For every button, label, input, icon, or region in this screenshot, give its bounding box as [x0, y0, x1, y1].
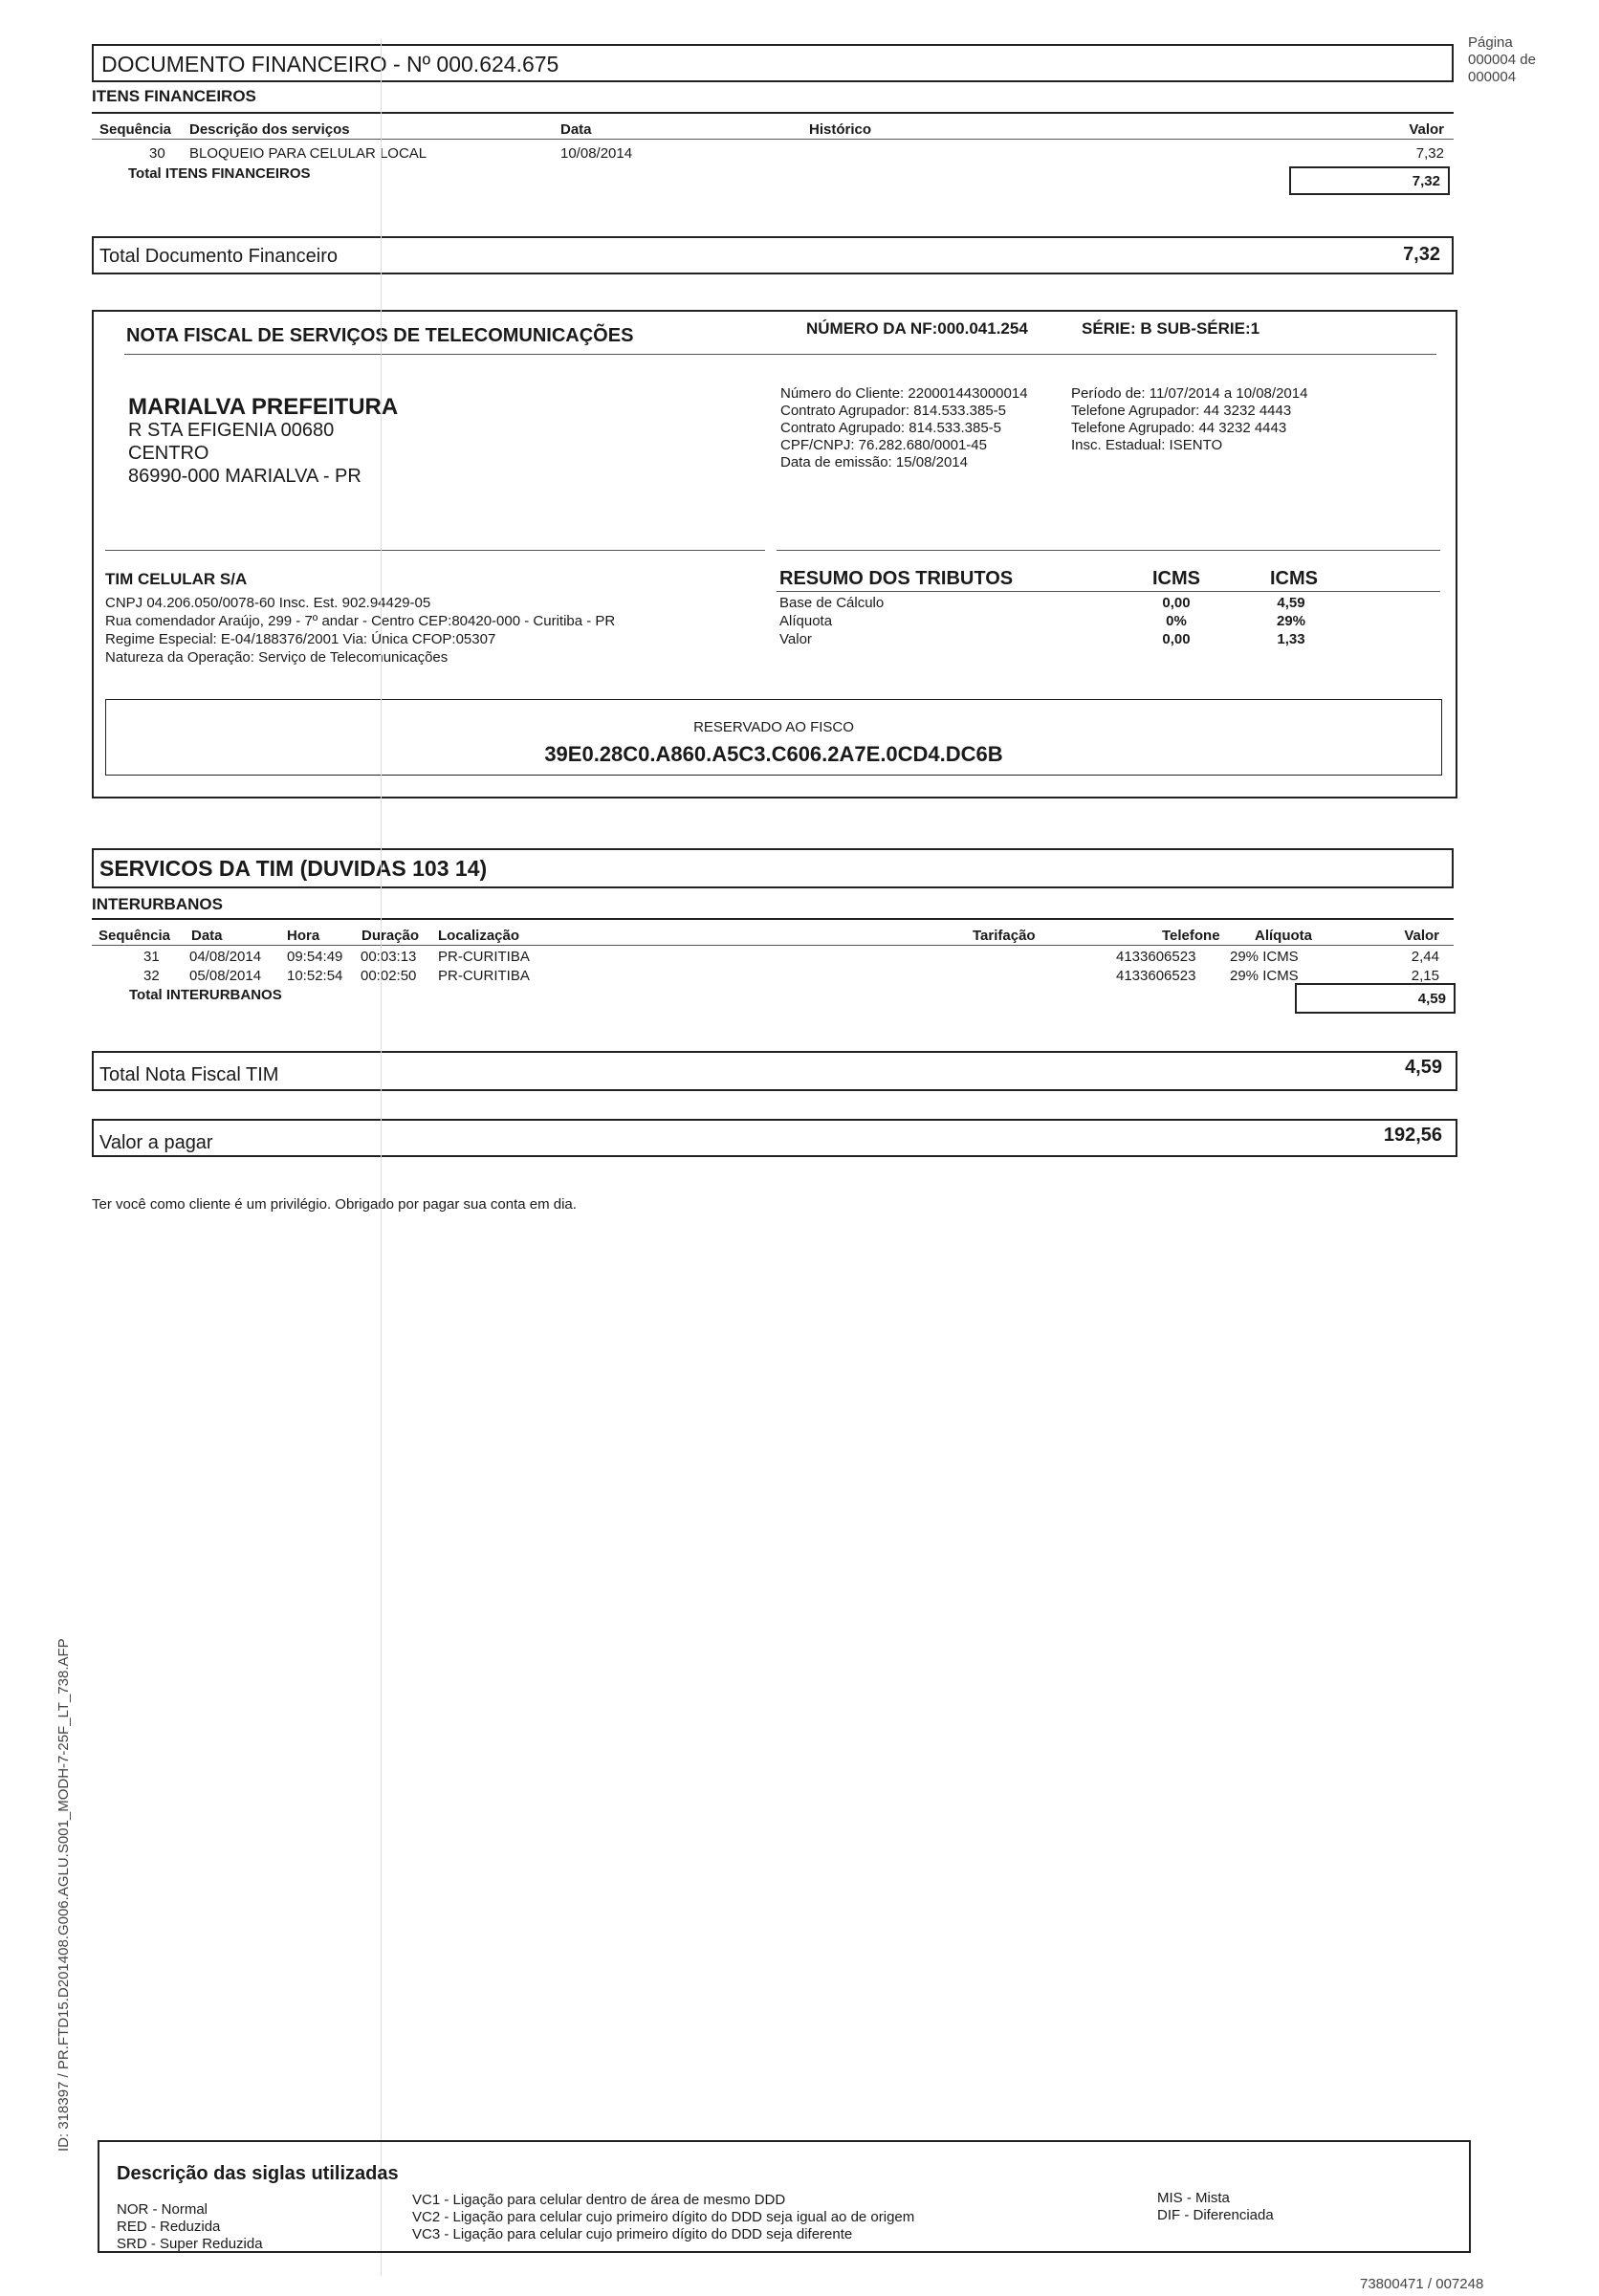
pay-value: 192,56 [1383, 1125, 1442, 1146]
scan-artifact-line [381, 38, 382, 2276]
item-seq: 30 [149, 145, 165, 162]
divider [777, 591, 1440, 592]
tributo-label: Base de Cálculo [779, 595, 885, 611]
tim-title: SERVICOS DA TIM (DUVIDAS 103 14) [99, 856, 488, 881]
company-name: TIM CELULAR S/A [105, 570, 248, 588]
legend-item: RED - Reduzida [117, 2219, 221, 2235]
client-addr2: CENTRO [128, 443, 209, 464]
doc-fin-title: DOCUMENTO FINANCEIRO - Nº 000.624.675 [101, 52, 559, 77]
thanks-message: Ter você como cliente é um privilégio. Obrigado por pagar sua conta em dia. [92, 1196, 577, 1213]
company-details [105, 594, 615, 667]
tim-title-box [92, 848, 1454, 888]
nf-total-box [92, 1051, 1457, 1091]
call-loc: PR-CURITIBA [438, 968, 530, 984]
call-aliq: 29% ICMS [1230, 968, 1299, 984]
call-aliq: 29% ICMS [1230, 949, 1299, 965]
legend-col3 [1157, 2190, 1274, 2224]
items-total-label: Total ITENS FINANCEIROS [128, 165, 311, 182]
call-phone: 4133606523 [1116, 968, 1196, 984]
col-seq-header: Sequência [99, 121, 172, 138]
pay-box [92, 1119, 1457, 1157]
col-time-header: Hora [287, 928, 320, 944]
col-seq-header: Sequência [99, 928, 171, 944]
call-date: 05/08/2014 [189, 968, 262, 984]
call-time-col [287, 948, 342, 986]
nf-number: NÚMERO DA NF:000.041.254 [806, 319, 1028, 338]
call-dur-col [361, 948, 416, 986]
call-time: 09:54:49 [287, 949, 343, 965]
info-line: Contrato Agrupado: 814.533.385-5 [780, 420, 1002, 436]
side-id: ID: 318397 / PR.FTD15.D201408.G006.AGLU.S001_MODH-7-25F_LT_738.AFP [55, 1638, 72, 2152]
items-total-box [1289, 166, 1450, 195]
doc-fin-title-box [92, 44, 1454, 82]
tributo-value: 0% [1166, 613, 1187, 629]
call-dur: 00:03:13 [361, 949, 417, 965]
tributos-col2-values [1262, 594, 1320, 648]
col-value-header: Valor [1404, 928, 1439, 944]
col-value-header: Valor [1409, 121, 1444, 138]
pay-label: Valor a pagar [99, 1132, 213, 1153]
info-line: CPF/CNPJ: 76.282.680/0001-45 [780, 437, 987, 453]
legend-col1 [117, 2201, 263, 2253]
company-line: Regime Especial: E-04/188376/2001 Via: Única CFOP:05307 [105, 631, 496, 647]
call-seq: 31 [143, 949, 160, 965]
tributo-value: 0,00 [1162, 595, 1191, 611]
legend-box [98, 2140, 1471, 2253]
footer-code: 73800471 / 007248 [1360, 2276, 1484, 2292]
call-loc: PR-CURITIBA [438, 949, 530, 965]
col-phone-header: Telefone [1162, 928, 1220, 944]
page-indicator [1468, 34, 1536, 86]
call-time: 10:52:54 [287, 968, 343, 984]
interurbanos-total-box [1295, 983, 1456, 1014]
client-name: MARIALVA PREFEITURA [128, 394, 399, 420]
item-date: 10/08/2014 [560, 145, 633, 162]
tributo-label: Valor [779, 631, 812, 647]
interurbanos-total-label: Total INTERURBANOS [129, 987, 282, 1003]
doc-total-value: 7,32 [1403, 244, 1440, 265]
tributos-col2: ICMS [1270, 568, 1318, 589]
divider [92, 112, 1454, 114]
tributo-value: 1,33 [1277, 631, 1305, 647]
tributo-value: 29% [1276, 613, 1306, 629]
info-line: Telefone Agrupado: 44 3232 4443 [1071, 420, 1287, 436]
call-phone: 4133606523 [1116, 949, 1196, 965]
call-aliq-col [1230, 948, 1299, 986]
col-date-header: Data [191, 928, 223, 944]
tributos-labels [779, 594, 884, 648]
call-dur: 00:02:50 [361, 968, 417, 984]
col-desc-header: Descrição dos serviços [189, 121, 350, 138]
divider [124, 354, 1436, 355]
company-line: Natureza da Operação: Serviço de Telecomunicações [105, 649, 449, 666]
tributo-value: 4,59 [1277, 595, 1305, 611]
divider [105, 550, 765, 551]
page-label: Página [1468, 34, 1513, 51]
call-seq-col [143, 948, 160, 986]
info-line: Data de emissão: 15/08/2014 [780, 454, 968, 470]
call-seq: 32 [143, 968, 160, 984]
company-line: CNPJ 04.206.050/0078-60 Insc. Est. 902.94429-05 [105, 595, 431, 611]
legend-item: MIS - Mista [1157, 2190, 1230, 2206]
call-value: 2,44 [1411, 949, 1439, 965]
legend-item: SRD - Super Reduzida [117, 2236, 263, 2252]
col-dur-header: Duração [361, 928, 420, 944]
item-value: 7,32 [1415, 145, 1444, 162]
divider [92, 945, 1454, 946]
client-addr1: R STA EFIGENIA 00680 [128, 420, 335, 441]
tributo-value: 0,00 [1162, 631, 1191, 647]
page-line2: 000004 [1468, 69, 1517, 85]
tim-section: INTERURBANOS [92, 895, 223, 913]
col-loc-header: Localização [438, 928, 520, 944]
col-hist-header: Histórico [809, 121, 872, 138]
interurbanos-total-value: 4,59 [1417, 991, 1446, 1007]
nf-title: NOTA FISCAL DE SERVIÇOS DE TELECOMUNICAÇÕES [126, 325, 634, 346]
divider [777, 550, 1440, 551]
call-phone-col [1116, 948, 1195, 986]
legend-title: Descrição das siglas utilizadas [117, 2163, 399, 2184]
nf-total-value: 4,59 [1405, 1057, 1442, 1078]
tributo-label: Alíquota [779, 613, 833, 629]
call-loc-col [438, 948, 530, 986]
info-line: Insc. Estadual: ISENTO [1071, 437, 1223, 453]
info-line: Telefone Agrupador: 44 3232 4443 [1071, 403, 1292, 419]
call-value: 2,15 [1411, 968, 1439, 984]
item-desc: BLOQUEIO PARA CELULAR LOCAL [189, 145, 427, 162]
call-value-col [1339, 948, 1439, 986]
items-total-value: 7,32 [1412, 173, 1440, 189]
fisco-box [105, 699, 1442, 776]
col-date-header: Data [560, 121, 592, 138]
client-addr3: 86990-000 MARIALVA - PR [128, 466, 361, 487]
client-info-right [1071, 385, 1307, 454]
company-line: Rua comendador Araújo, 299 - 7º andar - Centro CEP:80420-000 - Curitiba - PR [105, 613, 616, 629]
legend-item: VC1 - Ligação para celular dentro de área de mesmo DDD [412, 2192, 786, 2208]
fisco-label: RESERVADO AO FISCO [693, 719, 854, 735]
legend-item: VC2 - Ligação para celular cujo primeiro dígito do DDD seja igual ao de origem [412, 2209, 915, 2225]
client-info-left [780, 385, 1028, 471]
info-line: Número do Cliente: 220001443000014 [780, 385, 1028, 402]
legend-item: NOR - Normal [117, 2201, 208, 2218]
nf-serie: SÉRIE: B SUB-SÉRIE:1 [1082, 319, 1260, 338]
fisco-code: 39E0.28C0.A860.A5C3.C606.2A7E.0CD4.DC6B [544, 742, 1003, 766]
divider [92, 139, 1454, 140]
legend-item: DIF - Diferenciada [1157, 2207, 1274, 2223]
col-tarif-header: Tarifação [973, 928, 1036, 944]
doc-fin-section: ITENS FINANCEIROS [92, 87, 256, 105]
info-line: Período de: 11/07/2014 a 10/08/2014 [1071, 385, 1308, 402]
legend-item: VC3 - Ligação para celular cujo primeiro dígito do DDD seja diferente [412, 2226, 853, 2242]
divider [92, 918, 1454, 920]
tributos-col1: ICMS [1152, 568, 1200, 589]
col-aliq-header: Alíquota [1255, 928, 1312, 944]
legend-col2 [412, 2192, 914, 2243]
page-line1: 000004 de [1468, 52, 1536, 68]
call-date: 04/08/2014 [189, 949, 262, 965]
tributos-title: RESUMO DOS TRIBUTOS [779, 568, 1014, 589]
call-date-col [189, 948, 261, 986]
info-line: Contrato Agrupador: 814.533.385-5 [780, 403, 1007, 419]
nf-total-label: Total Nota Fiscal TIM [99, 1064, 279, 1085]
doc-total-box [92, 236, 1454, 274]
tributos-col1-values [1148, 594, 1205, 648]
doc-total-label: Total Documento Financeiro [99, 246, 339, 267]
client-address [128, 396, 398, 488]
